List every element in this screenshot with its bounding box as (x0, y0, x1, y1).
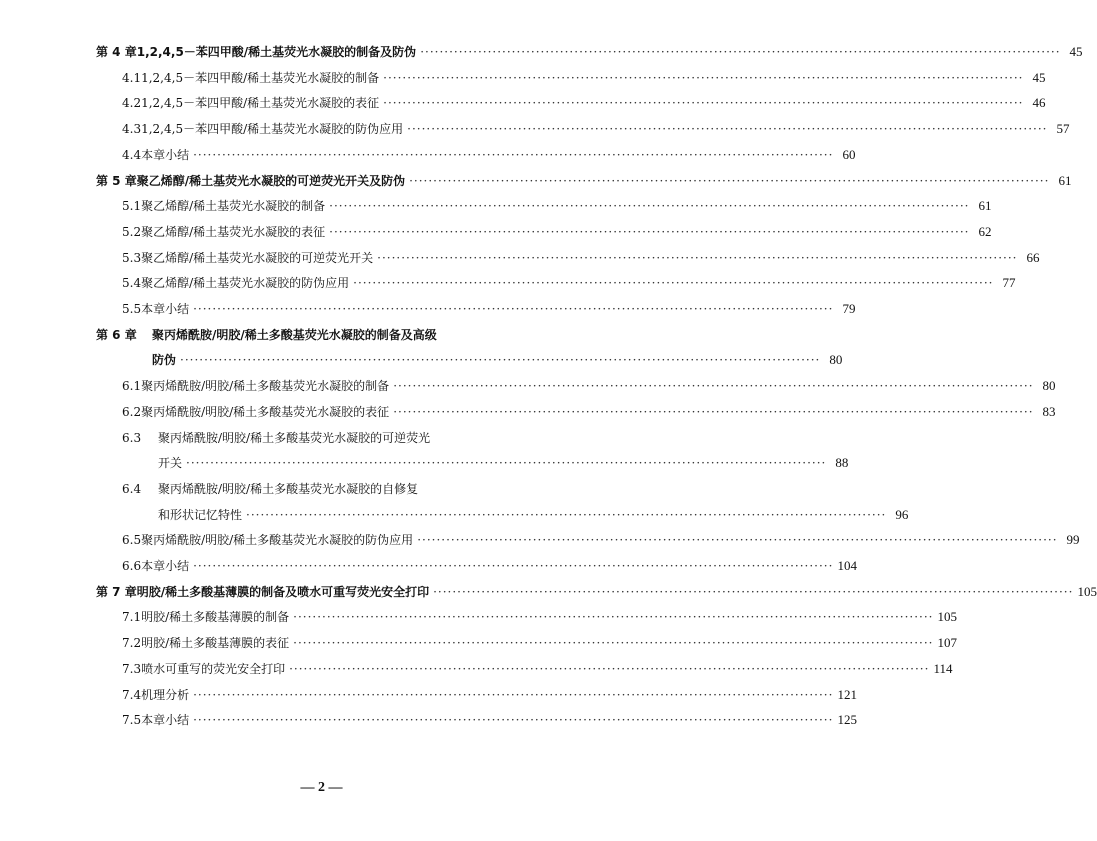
section-number: 4.2 (122, 96, 142, 111)
toc-section-entry (122, 685, 857, 705)
section-number: 5.5 (122, 302, 142, 316)
page-reference: 104 (837, 558, 857, 573)
toc-section-entry (122, 299, 856, 319)
section-title: 聚乙烯醇/稀土基荧光水凝胶的制备 (141, 199, 326, 214)
toc-section-entry (122, 248, 1040, 268)
toc-section-entry (122, 402, 1056, 422)
page-reference: 114 (933, 660, 953, 676)
toc-section-entry (122, 710, 857, 730)
chapter-number: 第 7 章 (96, 584, 137, 599)
page-reference: 61 (1058, 172, 1072, 188)
section-number: 6.1 (122, 379, 142, 394)
section-title: 1,2,4,5－苯四甲酸/稀土基荧光水凝胶的防伪应用 (141, 122, 404, 137)
page-reference: 99 (1066, 532, 1080, 548)
section-number: 6.5 (122, 533, 142, 548)
dot-leader (393, 402, 1033, 422)
chapter-number: 第 4 章 (96, 45, 137, 59)
section-number: 7.5 (122, 713, 142, 728)
toc-section-entry (122, 145, 856, 165)
toc-section-entry (122, 273, 1016, 293)
page-reference: 96 (895, 506, 909, 522)
page-reference: 121 (837, 686, 857, 702)
section-title: 聚乙烯醇/稀土基荧光水凝胶的可逆荧光开关 (141, 250, 374, 265)
toc-chapter-entry (96, 582, 1097, 602)
page-reference: 105 (1077, 583, 1097, 599)
section-title: 本章小结 (141, 302, 190, 316)
section-title: 明胶/稀土多酸基薄膜的制备 (141, 610, 290, 625)
toc-section-entry (122, 119, 1070, 139)
dot-leader (293, 633, 933, 653)
page-reference: 45 (1032, 69, 1046, 85)
page-reference: 80 (1042, 378, 1056, 394)
section-number: 7.1 (122, 610, 142, 625)
section-title: 聚乙烯醇/稀土基荧光水凝胶的表征 (141, 224, 326, 239)
dot-leader (407, 119, 1047, 139)
section-title: 聚丙烯酰胺/明胶/稀土多酸基荧光水凝胶的可逆荧光 (158, 430, 431, 445)
page-reference: 61 (978, 198, 992, 214)
section-title: 开关 (158, 456, 183, 471)
chapter-title: 防伪 (152, 353, 177, 368)
section-title: 机理分析 (141, 687, 190, 702)
section-number: 5.4 (122, 276, 142, 291)
page-reference: 107 (937, 635, 957, 651)
chapter-title: 聚丙烯酰胺/明胶/稀土多酸基荧光水凝胶的制备及高级 (152, 327, 437, 342)
dot-leader (193, 299, 833, 319)
dot-leader (329, 196, 969, 216)
dot-leader (383, 68, 1023, 88)
section-title: 喷水可重写的荧光安全打印 (141, 661, 286, 676)
section-title: 聚乙烯醇/稀土基荧光水凝胶的防伪应用 (141, 276, 350, 291)
toc-chapter-entry (96, 171, 1072, 191)
page-reference: 60 (842, 146, 856, 162)
dot-leader (433, 582, 1073, 602)
toc-section-entry (122, 556, 857, 576)
chapter-title: 聚乙烯醇/稀土基荧光水凝胶的可逆荧光开关及防伪 (136, 173, 406, 188)
section-number: 4.3 (122, 122, 142, 137)
toc-chapter-entry (96, 42, 1083, 62)
dot-leader (420, 42, 1060, 62)
page-reference: 80 (829, 352, 843, 368)
dot-leader (393, 376, 1033, 396)
dot-leader (193, 710, 833, 730)
section-number: 6.3 (122, 430, 142, 445)
section-number: 5.2 (122, 224, 142, 239)
section-title: 聚丙烯酰胺/明胶/稀土多酸基荧光水凝胶的自修复 (158, 481, 419, 496)
toc-chapter-entry (96, 350, 843, 370)
chapter-title: 1,2,4,5－苯四甲酸/稀土基荧光水凝胶的制备及防伪 (136, 45, 417, 59)
section-title: 1,2,4,5－苯四甲酸/稀土基荧光水凝胶的制备 (141, 70, 380, 85)
toc-section-entry (122, 633, 957, 653)
toc-section-entry (122, 428, 550, 448)
dot-leader (353, 273, 993, 293)
section-title: 本章小结 (141, 559, 190, 573)
dot-leader (329, 222, 969, 242)
section-title: 1,2,4,5－苯四甲酸/稀土基荧光水凝胶的表征 (141, 96, 380, 111)
toc-section-entry (122, 453, 849, 473)
page-reference: 45 (1069, 44, 1083, 59)
dot-leader (180, 350, 820, 370)
dot-leader (193, 685, 833, 705)
page-reference: 66 (1026, 249, 1040, 265)
dot-leader (289, 659, 929, 679)
toc-chapter-entry (96, 325, 550, 345)
section-title: 和形状记忆特性 (158, 507, 243, 522)
page-number: — 2 — (300, 780, 343, 795)
section-number: 4.1 (122, 70, 142, 85)
page-reference: 46 (1032, 95, 1046, 111)
section-number: 6.6 (122, 559, 142, 573)
dot-leader (417, 530, 1057, 550)
dot-leader (409, 171, 1049, 191)
toc-section-entry (122, 93, 1046, 113)
page-reference: 88 (835, 455, 849, 471)
section-title: 聚丙烯酰胺/明胶/稀土多酸基荧光水凝胶的防伪应用 (141, 533, 414, 548)
dot-leader (193, 145, 833, 165)
page-reference: 83 (1042, 403, 1056, 419)
toc-section-entry (122, 222, 992, 242)
page-reference: 62 (978, 223, 992, 239)
page-reference: 125 (837, 712, 857, 728)
dot-leader (246, 505, 886, 525)
dot-leader (186, 453, 826, 473)
toc-section-entry (122, 607, 957, 627)
section-number: 4.4 (122, 147, 142, 162)
section-number: 6.4 (122, 481, 142, 496)
section-number: 5.1 (122, 199, 142, 214)
dot-leader (383, 93, 1023, 113)
dot-leader (377, 248, 1017, 268)
dot-leader (193, 556, 833, 576)
page-reference: 77 (1002, 275, 1016, 291)
chapter-title: 明胶/稀土多酸基薄膜的制备及喷水可重写荧光安全打印 (136, 584, 430, 599)
section-title: 本章小结 (141, 147, 190, 162)
section-title: 聚丙烯酰胺/明胶/稀土多酸基荧光水凝胶的制备 (141, 379, 390, 394)
page-reference: 57 (1056, 121, 1070, 137)
section-number: 7.4 (122, 687, 142, 702)
section-title: 聚丙烯酰胺/明胶/稀土多酸基荧光水凝胶的表征 (141, 404, 390, 419)
section-number: 7.2 (122, 636, 142, 651)
page-reference: 105 (937, 609, 957, 625)
toc-section-entry (122, 530, 1080, 550)
toc-section-entry (122, 479, 550, 499)
toc-section-entry (122, 68, 1046, 88)
page-reference: 79 (842, 301, 856, 316)
toc-section-entry (122, 659, 953, 679)
section-number: 6.2 (122, 404, 142, 419)
section-number: 7.3 (122, 661, 142, 676)
section-number: 5.3 (122, 250, 142, 265)
section-title: 明胶/稀土多酸基薄膜的表征 (141, 636, 290, 651)
toc-section-entry (122, 505, 909, 525)
toc-section-entry (122, 196, 992, 216)
toc-section-entry (122, 376, 1056, 396)
chapter-number: 第 6 章 (96, 327, 137, 342)
chapter-number: 第 5 章 (96, 173, 137, 188)
section-title: 本章小结 (141, 713, 190, 728)
dot-leader (293, 607, 933, 627)
